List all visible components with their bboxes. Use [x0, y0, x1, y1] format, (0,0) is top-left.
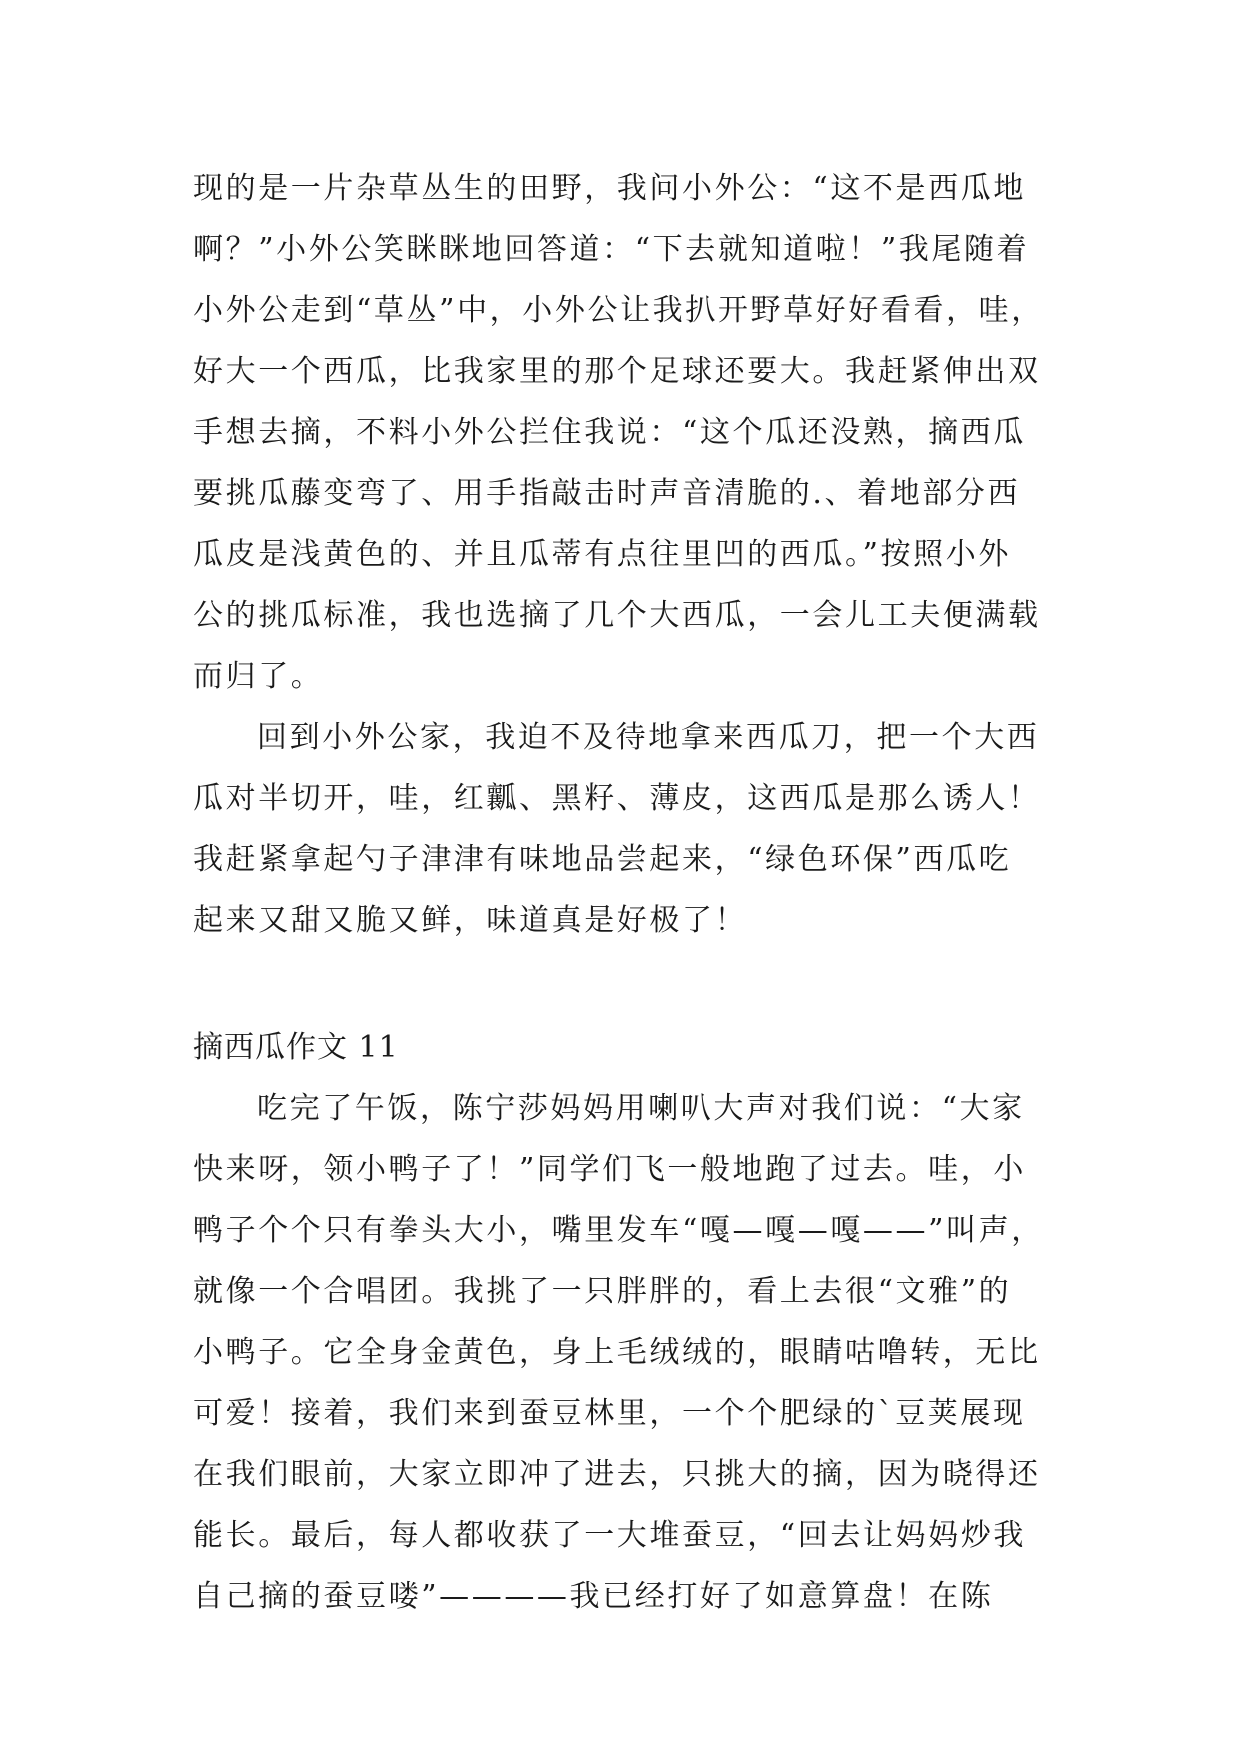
paragraph-watermelon-field	[193, 158, 1063, 707]
text-line: 瓜对半切开，哇，红瓤、黑籽、薄皮，这西瓜是那么诱人！	[193, 781, 1041, 816]
paragraph-ducklings	[193, 1078, 1063, 1627]
text-line: 在我们眼前，大家立即冲了进去，只挑大的摘，因为晓得还	[193, 1457, 1041, 1492]
text-line: 好大一个西瓜，比我家里的那个足球还要大。我赶紧伸出双	[193, 354, 1041, 389]
text-line: 瓜皮是浅黄色的、并且瓜蒂有点往里凹的西瓜。”按照小外	[193, 537, 1011, 572]
text-line: 要挑瓜藤变弯了、用手指敲击时声音清脆的.、着地部分西	[193, 476, 1021, 511]
text-line: 吃完了午饭，陈宁莎妈妈用喇叭大声对我们说：“大家	[257, 1091, 1025, 1126]
text-line: 起来又甜又脆又鲜，味道真是好极了！	[193, 903, 748, 938]
text-line: 小外公走到“草丛”中，小外公让我扒开野草好好看看，哇，	[193, 293, 1044, 328]
text-line: 可爱！接着，我们来到蚕豆林里，一个个肥绿的`豆荚展现	[193, 1396, 1026, 1431]
document-page	[193, 158, 1063, 1627]
text-line: 而归了。	[193, 659, 324, 694]
text-line: 鸭子个个只有拳头大小，嘴里发车“嘎—嘎—嘎——”叫声，	[193, 1213, 1044, 1248]
section-spacer	[193, 951, 1063, 1017]
text-line: 手想去摘，不料小外公拦住我说：“这个瓜还没熟，摘西瓜	[193, 415, 1026, 450]
paragraph-cutting-watermelon	[193, 707, 1063, 951]
text-line: 自己摘的蚕豆喽”————我已经打好了如意算盘！在陈	[193, 1579, 994, 1614]
text-line: 就像一个合唱团。我挑了一只胖胖的，看上去很“文雅”的	[193, 1274, 1012, 1309]
text-line: 回到小外公家，我迫不及待地拿来西瓜刀，把一个大西	[257, 720, 1040, 755]
essay-heading: 摘西瓜作文 11	[193, 1030, 399, 1065]
text-line: 啊？”小外公笑眯眯地回答道：“下去就知道啦！”我尾随着	[193, 232, 1030, 267]
text-line: 现的是一片杂草丛生的田野，我问小外公：“这不是西瓜地	[193, 171, 1026, 206]
text-line: 快来呀，领小鸭子了！”同学们飞一般地跑了过去。哇，小	[193, 1152, 1026, 1187]
text-line: 能长。最后，每人都收获了一大堆蚕豆，“回去让妈妈炒我	[193, 1518, 1026, 1553]
text-line: 小鸭子。它全身金黄色，身上毛绒绒的，眼睛咕噜转，无比	[193, 1335, 1041, 1370]
text-line: 我赶紧拿起勺子津津有味地品尝起来，“绿色环保”西瓜吃	[193, 842, 1012, 877]
text-line: 公的挑瓜标准，我也选摘了几个大西瓜，一会儿工夫便满载	[193, 598, 1041, 633]
